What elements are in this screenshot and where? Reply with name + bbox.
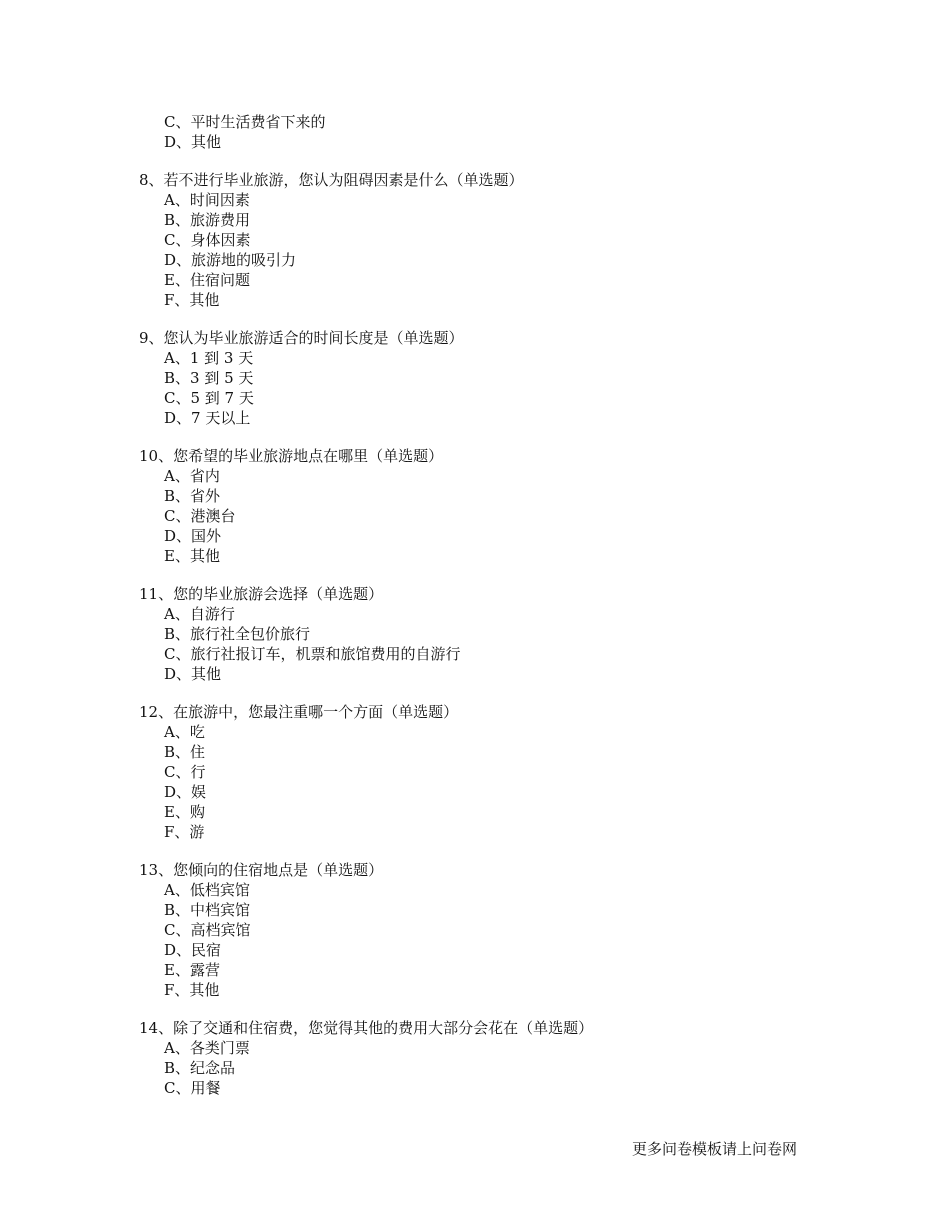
option-item: B、中档宾馆 xyxy=(164,901,251,919)
option-item: A、1 到 3 天 xyxy=(164,349,254,367)
question-title: 14、除了交通和住宿费，您觉得其他的费用大部分会花在（单选题） xyxy=(139,1019,594,1037)
question-11 xyxy=(139,584,839,684)
question-title: 12、在旅游中，您最注重哪一个方面（单选题） xyxy=(139,703,459,721)
option-item: A、吃 xyxy=(164,723,205,741)
questionnaire-content xyxy=(139,112,839,1098)
option-item: E、购 xyxy=(164,803,205,821)
question-9 xyxy=(139,328,839,428)
lead-options xyxy=(139,112,839,152)
option-item: C、行 xyxy=(164,763,206,781)
option-item: F、其他 xyxy=(164,291,220,309)
option-item: A、自游行 xyxy=(164,605,235,623)
option-item: C、身体因素 xyxy=(164,231,251,249)
option-item: D、其他 xyxy=(164,133,222,151)
question-title: 10、您希望的毕业旅游地点在哪里（单选题） xyxy=(139,447,444,465)
option-item: D、旅游地的吸引力 xyxy=(164,251,297,269)
question-title: 11、您的毕业旅游会选择（单选题） xyxy=(139,585,384,603)
option-item: D、娱 xyxy=(164,783,207,801)
question-10 xyxy=(139,446,839,566)
option-item: F、游 xyxy=(164,823,205,841)
question-8 xyxy=(139,170,839,310)
option-item: D、7 天以上 xyxy=(164,409,251,427)
question-title: 8、若不进行毕业旅游，您认为阻碍因素是什么（单选题） xyxy=(139,171,524,189)
question-title: 9、您认为毕业旅游适合的时间长度是（单选题） xyxy=(139,329,464,347)
question-12 xyxy=(139,702,839,842)
option-item: F、其他 xyxy=(164,981,220,999)
option-item: A、时间因素 xyxy=(164,191,250,209)
option-item: C、高档宾馆 xyxy=(164,921,251,939)
option-item: C、用餐 xyxy=(164,1079,221,1097)
option-item: B、省外 xyxy=(164,487,221,505)
option-item: D、民宿 xyxy=(164,941,222,959)
option-item: E、露营 xyxy=(164,961,220,979)
option-item: E、住宿问题 xyxy=(164,271,250,289)
footer-note: 更多问卷模板请上问卷网 xyxy=(632,1140,798,1158)
option-item: A、各类门票 xyxy=(164,1039,250,1057)
option-item: B、旅游费用 xyxy=(164,211,251,229)
option-item: A、省内 xyxy=(164,467,220,485)
option-item: D、国外 xyxy=(164,527,222,545)
question-title: 13、您倾向的住宿地点是（单选题） xyxy=(139,861,384,879)
option-item: C、平时生活费省下来的 xyxy=(164,113,326,131)
option-item: C、5 到 7 天 xyxy=(164,389,254,407)
question-14 xyxy=(139,1018,839,1098)
option-item: B、纪念品 xyxy=(164,1059,236,1077)
option-item: C、旅行社报订车，机票和旅馆费用的自游行 xyxy=(164,645,461,663)
option-item: B、3 到 5 天 xyxy=(164,369,254,387)
option-item: B、住 xyxy=(164,743,206,761)
option-item: B、旅行社全包价旅行 xyxy=(164,625,311,643)
option-item: A、低档宾馆 xyxy=(164,881,250,899)
option-item: E、其他 xyxy=(164,547,220,565)
option-item: D、其他 xyxy=(164,665,222,683)
question-13 xyxy=(139,860,839,1000)
option-item: C、港澳台 xyxy=(164,507,236,525)
